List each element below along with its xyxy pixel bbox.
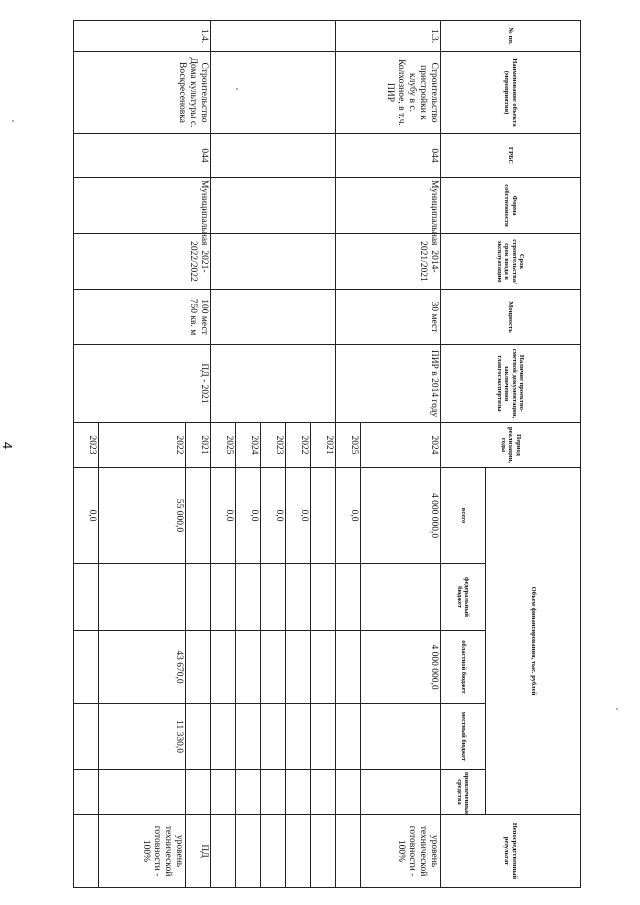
row-total: 0,0 xyxy=(286,468,311,564)
row-federal xyxy=(361,564,441,631)
row-local xyxy=(211,704,236,770)
row-local xyxy=(311,704,336,770)
header-psd: Наличие проектно-сметной документации, заключения главгосэкспертизы xyxy=(441,345,581,423)
row-year: 2025 xyxy=(336,423,361,468)
row-year: 2022 xyxy=(286,423,311,468)
row-year: 2025 xyxy=(211,423,236,468)
row-regional xyxy=(186,631,211,704)
object-grbs: 044 xyxy=(74,134,211,178)
object-capacity: 100 мест 750 кв. м xyxy=(74,290,211,345)
object-psd-cont xyxy=(211,345,336,423)
row-federal xyxy=(236,564,261,631)
row-federal xyxy=(99,564,186,631)
object-name-cont xyxy=(211,52,336,134)
object-capacity: 30 мест xyxy=(336,290,441,345)
rotated-table-container xyxy=(86,20,581,887)
object-capacity-cont xyxy=(211,290,336,345)
row-regional xyxy=(74,631,99,704)
row-total: 55 000,0 xyxy=(99,468,186,564)
table-row xyxy=(186,21,211,888)
header-term: Срок строительства/срок ввода в эксплуатацию xyxy=(441,234,581,290)
table-row xyxy=(311,21,336,888)
row-federal xyxy=(74,564,99,631)
row-total: 0,0 xyxy=(211,468,236,564)
object-name: Строительство Дома культуры с. Воскресеновка xyxy=(74,52,211,134)
row-regional xyxy=(286,631,311,704)
object-term-cont xyxy=(211,234,336,290)
object-num: 1.4. xyxy=(74,21,211,52)
row-total xyxy=(186,468,211,564)
row-year: 2022 xyxy=(99,423,186,468)
row-local xyxy=(336,704,361,770)
financing-table xyxy=(73,20,581,888)
header-financing: Объем финансирования, тыс. рублей xyxy=(486,468,581,815)
row-total: 0,0 xyxy=(74,468,99,564)
row-regional xyxy=(261,631,286,704)
row-attracted xyxy=(74,770,99,815)
row-regional: 43 670,0 xyxy=(99,631,186,704)
header-regional: областной бюджет xyxy=(441,631,486,704)
row-local xyxy=(361,704,441,770)
row-attracted xyxy=(236,770,261,815)
row-attracted xyxy=(286,770,311,815)
header-local: местный бюджет xyxy=(441,704,486,770)
table-row xyxy=(361,21,441,888)
row-result: уровень технической готовности - 100% xyxy=(361,815,441,888)
row-result xyxy=(336,815,361,888)
row-attracted xyxy=(99,770,186,815)
row-federal xyxy=(261,564,286,631)
row-total xyxy=(311,468,336,564)
header-ownership: Форма собственности xyxy=(441,178,581,234)
object-psd: ПИР в 2014 году xyxy=(336,345,441,423)
row-attracted xyxy=(361,770,441,815)
object-grbs: 044 xyxy=(336,134,441,178)
row-result xyxy=(211,815,236,888)
row-year: 2021 xyxy=(186,423,211,468)
object-ownership: Муниципальная xyxy=(74,178,211,234)
row-result xyxy=(311,815,336,888)
header-grbs: ГРБС xyxy=(441,134,581,178)
object-term: 2014-2021/2021 xyxy=(336,234,441,290)
object-ownership: Муниципальная xyxy=(336,178,441,234)
row-regional xyxy=(311,631,336,704)
header-attracted: привлеченные средства xyxy=(441,770,486,815)
row-federal xyxy=(286,564,311,631)
object-grbs-cont xyxy=(211,134,336,178)
row-result xyxy=(286,815,311,888)
row-total: 0,0 xyxy=(236,468,261,564)
row-result xyxy=(236,815,261,888)
row-result xyxy=(261,815,286,888)
row-local xyxy=(286,704,311,770)
row-attracted xyxy=(261,770,286,815)
row-regional xyxy=(236,631,261,704)
object-num-cont xyxy=(211,21,336,52)
row-federal xyxy=(336,564,361,631)
row-result xyxy=(74,815,99,888)
header-name: Наименование объекта (мероприятия) xyxy=(441,52,581,134)
object-term: 2021-2022/2022 xyxy=(74,234,211,290)
row-result: ПД xyxy=(186,815,211,888)
header-total: всего xyxy=(441,468,486,564)
header-num: № пп. xyxy=(441,21,581,52)
row-regional: 4 000 000,0 xyxy=(361,631,441,704)
row-local: 11 330,0 xyxy=(99,704,186,770)
page-number: 4 xyxy=(0,441,16,450)
object-num: 1.3. xyxy=(336,21,441,52)
header-period: Период реализации, годы xyxy=(441,423,581,468)
row-attracted xyxy=(186,770,211,815)
object-ownership-cont xyxy=(211,178,336,234)
object-name: Строительство пристройки к клубу в с. Колхозное, в т.ч. ПИР xyxy=(336,52,441,134)
row-local xyxy=(186,704,211,770)
row-attracted xyxy=(336,770,361,815)
scan-speck xyxy=(236,88,238,90)
row-year: 2024 xyxy=(236,423,261,468)
row-year: 2024 xyxy=(361,423,441,468)
header-capacity: Мощность xyxy=(441,290,581,345)
row-federal xyxy=(186,564,211,631)
row-local xyxy=(236,704,261,770)
header-result: Непосредственный результат xyxy=(441,815,581,888)
row-attracted xyxy=(311,770,336,815)
row-year: 2021 xyxy=(311,423,336,468)
row-year: 2023 xyxy=(74,423,99,468)
row-federal xyxy=(211,564,236,631)
row-local xyxy=(74,704,99,770)
row-local xyxy=(261,704,286,770)
row-year: 2023 xyxy=(261,423,286,468)
row-total: 4 000 000,0 xyxy=(361,468,441,564)
row-regional xyxy=(336,631,361,704)
row-total: 0,0 xyxy=(261,468,286,564)
scan-speck xyxy=(12,120,14,122)
row-federal xyxy=(311,564,336,631)
row-regional xyxy=(211,631,236,704)
header-federal: федеральный бюджет xyxy=(441,564,486,631)
object-psd: ПД - 2021 xyxy=(74,345,211,423)
row-attracted xyxy=(211,770,236,815)
scan-speck xyxy=(616,708,618,710)
row-result: уровень технической готовности - 100% xyxy=(99,815,186,888)
row-total: 0,0 xyxy=(336,468,361,564)
